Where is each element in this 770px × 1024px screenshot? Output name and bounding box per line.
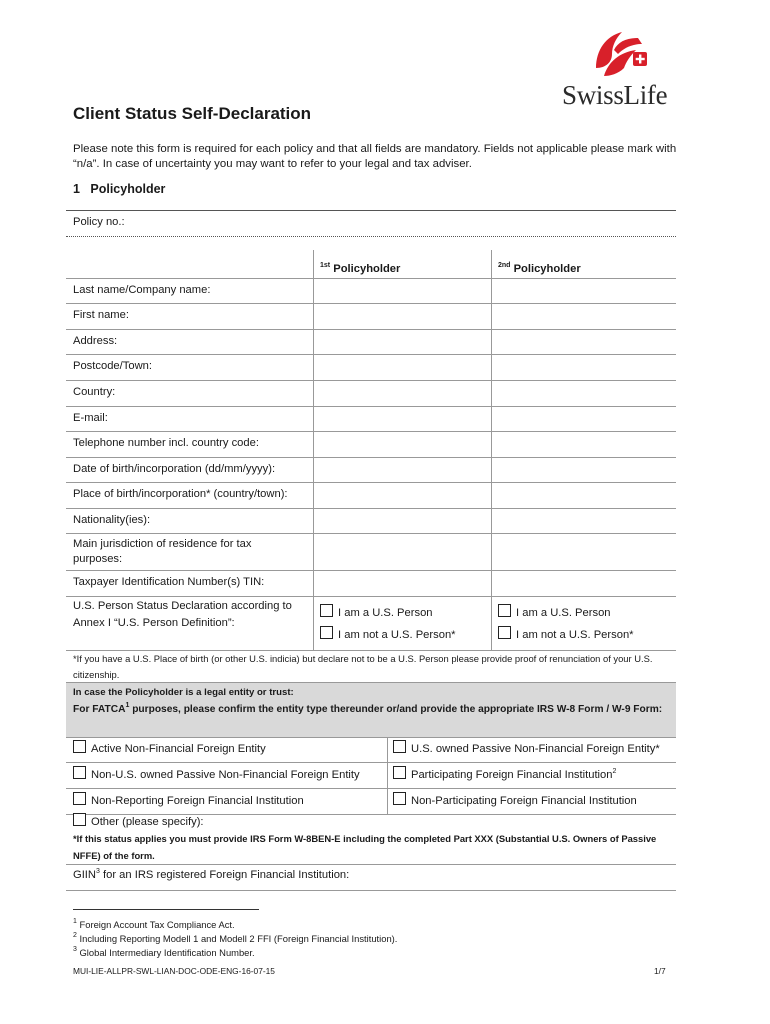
footnote-number: 3: [73, 946, 77, 953]
legal-entity-heading: [66, 682, 676, 738]
col-header-second-label: Policyholder: [513, 263, 581, 275]
footnote-number: 1: [73, 918, 77, 925]
brand-name: SwissLife: [562, 80, 668, 110]
option-label: Participating Foreign Financial Institution: [411, 769, 613, 781]
first-us-person-yes[interactable]: [320, 604, 433, 619]
document-code: MUI-LIE-ALLPR-SWL-LIAN-DOC-ODE-ENG-16-07-15: [73, 966, 275, 976]
us-person-note: *If you have a U.S. Place of birth (or other U.S. indicia) but declare not to be a U.S. Person please provide proof of renunciation of your U.S. citizenship.: [73, 653, 653, 680]
col-header-second-sup: 2nd: [498, 262, 511, 269]
checkbox[interactable]: [320, 626, 333, 639]
option-other[interactable]: [73, 813, 204, 828]
footnote-3: [73, 946, 255, 959]
legal-entity-heading-line1: In case the Policyholder is a legal entity or trust:: [73, 687, 294, 698]
checkbox[interactable]: [320, 604, 333, 617]
row-label-country: Country:: [73, 386, 116, 398]
col-header-first-label: Policyholder: [333, 263, 401, 275]
swisslife-emblem-icon: [590, 28, 650, 80]
intro-text: Please note this form is required for each policy and that all fields are mandatory. Fields not applicable please mark with “n/a”. In case of uncertainty you may want to refer to your legal and tax adviser.: [73, 143, 677, 170]
row-line: [66, 788, 676, 789]
col-header-second: [498, 258, 581, 277]
row-label-tax-residence: Main jurisdiction of residence for tax purposes:: [73, 538, 252, 565]
footnote-2: [73, 932, 397, 945]
option-participating-ffi[interactable]: [393, 766, 616, 781]
policy-no-label: Policy no.:: [73, 216, 125, 228]
heading-text: For FATCA: [73, 704, 126, 715]
giin-text: for an IRS registered Foreign Financial Institution:: [99, 869, 350, 881]
row-label-postcode: Postcode/Town:: [73, 360, 152, 372]
first-us-person-no[interactable]: [320, 626, 456, 641]
option-active-nffe[interactable]: [73, 740, 266, 755]
row-line: [66, 596, 676, 597]
footnote-text: Foreign Account Tax Compliance Act.: [79, 919, 235, 930]
page-number: 1/7: [654, 966, 666, 976]
footnote-ref: 2: [612, 768, 617, 775]
checkbox[interactable]: [73, 813, 86, 826]
checkbox[interactable]: [393, 766, 406, 779]
row-label-nationality: Nationality(ies):: [73, 514, 151, 526]
section-title: Policyholder: [90, 182, 166, 196]
option-label: I am a U.S. Person: [516, 607, 611, 619]
second-us-person-yes[interactable]: [498, 604, 611, 619]
option-non-reporting-ffi[interactable]: [73, 792, 304, 807]
col-header-first: [320, 258, 400, 277]
checkbox[interactable]: [73, 792, 86, 805]
row-line: [66, 864, 676, 865]
option-non-us-owned-passive-nffe[interactable]: [73, 766, 360, 781]
option-label: I am a U.S. Person: [338, 607, 433, 619]
footnote-number: 2: [73, 932, 77, 939]
checkbox[interactable]: [498, 626, 511, 639]
option-label: I am not a U.S. Person*: [516, 629, 634, 641]
second-policyholder-fields[interactable]: [492, 279, 676, 596]
option-label: U.S. owned Passive Non-Financial Foreign Entity*: [411, 743, 660, 755]
row-line: [66, 762, 676, 763]
option-us-owned-passive-nffe[interactable]: [393, 740, 660, 755]
row-label-birth-place: Place of birth/incorporation* (country/town):: [73, 488, 288, 500]
option-label: Active Non-Financial Foreign Entity: [91, 743, 266, 755]
row-label-tin: Taxpayer Identification Number(s) TIN:: [73, 576, 265, 588]
second-us-person-no[interactable]: [498, 626, 634, 641]
swisslife-logo: [560, 28, 680, 110]
section-number: 1: [73, 182, 80, 196]
option-label: Other (please specify):: [91, 816, 204, 828]
footnote-text: Including Reporting Modell 1 and Modell 2 FFI (Foreign Financial Institution).: [79, 933, 398, 944]
checkbox[interactable]: [393, 740, 406, 753]
option-non-participating-ffi[interactable]: [393, 792, 637, 807]
row-label-birth-date: Date of birth/incorporation (dd/mm/yyyy):: [73, 463, 276, 475]
option-label: Non-Reporting Foreign Financial Institution: [91, 795, 304, 807]
checkbox[interactable]: [393, 792, 406, 805]
row-label-email: E-mail:: [73, 412, 108, 424]
footnote-text: Global Intermediary Identification Number.: [79, 947, 255, 958]
footnote-1: [73, 918, 235, 931]
checkbox[interactable]: [73, 766, 86, 779]
checkbox[interactable]: [73, 740, 86, 753]
row-label-last-name: Last name/Company name:: [73, 284, 211, 296]
page-title: Client Status Self-Declaration: [73, 104, 312, 123]
footnote-ref: 3: [96, 868, 100, 875]
w8ben-e-note: *If this status applies you must provide IRS Form W-8BEN-E including the completed Part XXX (Substantial U.S. Owners of Passive NFFE) of the form.: [73, 833, 657, 861]
col-header-first-sup: 1st: [320, 262, 331, 269]
giin-label: [73, 868, 349, 883]
policy-no-field[interactable]: [66, 236, 676, 237]
row-label-address: Address:: [73, 335, 118, 347]
us-person-label: U.S. Person Status Declaration according to Annex I “U.S. Person Definition”:: [73, 600, 292, 629]
section-heading: [73, 182, 165, 196]
heading-text: purposes, please confirm the entity type thereunder or/and provide the appropriate IRS W-8 Form / W-9 Form:: [129, 704, 663, 715]
first-policyholder-fields[interactable]: [314, 279, 490, 596]
option-label: Non-U.S. owned Passive Non-Financial Foreign Entity: [91, 769, 360, 781]
footnote-ref: 1: [125, 702, 130, 709]
checkbox[interactable]: [498, 604, 511, 617]
giin-text: GIIN: [73, 869, 96, 881]
legal-entity-heading-line2: [73, 702, 663, 718]
footnote-separator: [73, 909, 259, 910]
row-label-first-name: First name:: [73, 309, 129, 321]
giin-field[interactable]: [66, 890, 676, 891]
divider: [66, 210, 676, 211]
option-label: I am not a U.S. Person*: [338, 629, 456, 641]
row-label-telephone: Telephone number incl. country code:: [73, 437, 259, 449]
options-col-divider: [387, 737, 388, 814]
option-label: Non-Participating Foreign Financial Institution: [411, 795, 637, 807]
